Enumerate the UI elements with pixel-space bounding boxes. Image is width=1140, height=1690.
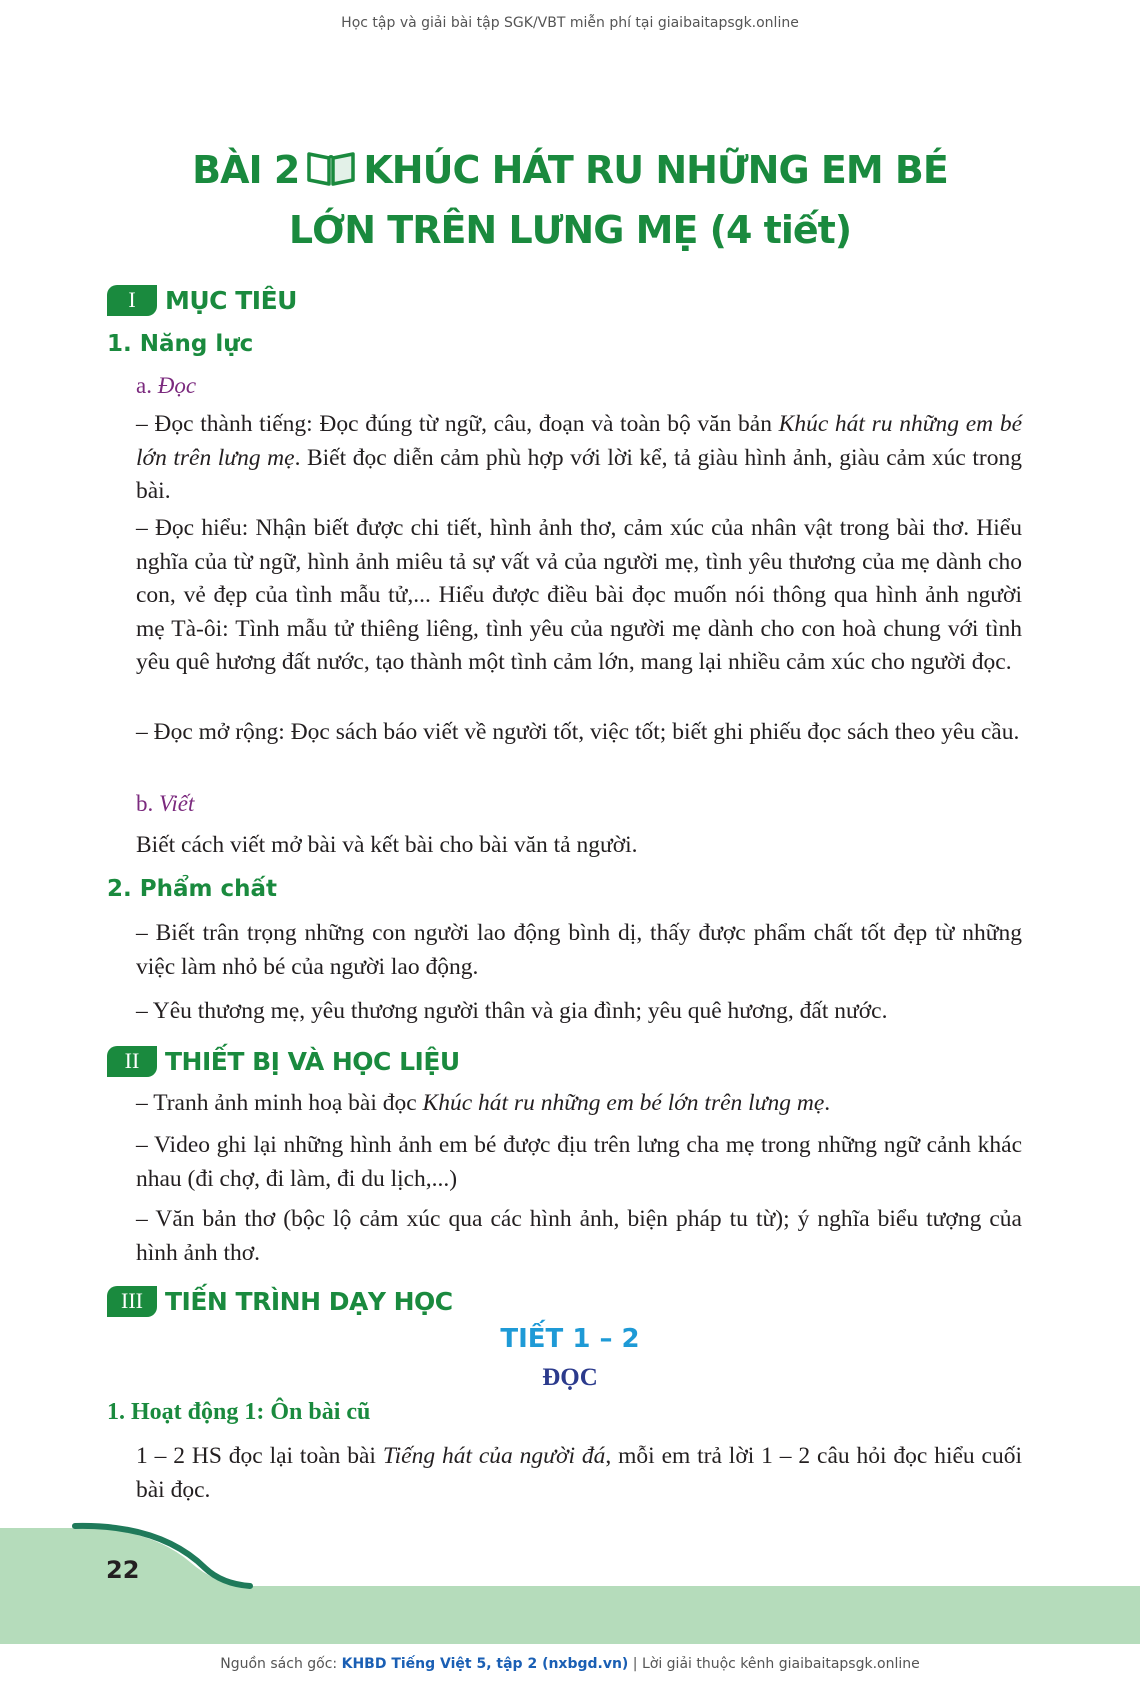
- pham-chat-item: – Yêu thương mẹ, yêu thương người thân và gia đình; yêu quê hương, đất nước.: [136, 998, 888, 1024]
- lesson-title-text: KHÚC HÁT RU NHỮNG EM BÉ: [363, 148, 948, 192]
- subsection-letter: a.: [136, 373, 152, 398]
- doc-item-doc-mo-rong: [136, 716, 1022, 750]
- section-number-badge: I: [107, 285, 157, 316]
- bottom-note-prefix: Nguồn sách gốc:: [220, 1656, 342, 1672]
- section-heading-thiet-bi: [107, 1044, 460, 1078]
- text-run: – Văn bản thơ (bộc lộ cảm xúc qua các hình ảnh, biện pháp tu từ); ý nghĩa biểu tượng của hình ảnh thơ.: [136, 1206, 1022, 1266]
- hoat-dong-1-heading: 1. Hoạt động 1: Ôn bài cũ: [107, 1399, 371, 1425]
- subsection-label: Viết: [159, 791, 195, 816]
- thiet-bi-item: [136, 1087, 1022, 1121]
- bottom-note: [0, 1656, 1140, 1672]
- lesson-title-line2: LỚN TRÊN LƯNG MẸ (4 tiết): [288, 208, 852, 252]
- text-run: – Video ghi lại những hình ảnh em bé được địu trên lưng cha mẹ trong những ngữ cảnh khác nhau (đi chợ, đi làm, đi du lịch,...): [136, 1132, 1022, 1192]
- text-run: . Biết đọc diễn cảm phù hợp với lời kể, tả giàu hình ảnh, giàu cảm xúc trong bài.: [136, 444, 1022, 504]
- book-title: Khúc hát ru những em bé lớn trên lưng mẹ: [422, 1090, 825, 1116]
- book-title: Khúc hát ru những em bé lớn trên lưng mẹ: [136, 411, 1023, 471]
- subsection-label: Đọc: [157, 373, 197, 398]
- bottom-note-source: KHBD Tiếng Việt 5, tập 2 (nxbgd.vn): [341, 1656, 629, 1672]
- section-title: MỤC TIÊU: [165, 285, 297, 315]
- footer-wave-decoration: [0, 1522, 1140, 1672]
- book-title: Tiếng hát của người đá: [382, 1443, 606, 1469]
- subheading-pham-chat: 2. Phẩm chất: [107, 876, 277, 902]
- top-note: Học tập và giải bài tập SGK/VBT miễn phí tại giaibaitapsgk.online: [341, 15, 799, 31]
- lesson-number: BÀI 2: [192, 148, 300, 192]
- doc-heading: ĐỌC: [542, 1364, 598, 1391]
- section-heading-muc-tieu: [107, 283, 297, 317]
- lesson-title-line1: [0, 148, 1140, 197]
- viet-text: Biết cách viết mở bài và kết bài cho bài văn tả người.: [136, 832, 638, 858]
- section-heading-tien-trinh: [107, 1284, 453, 1318]
- bottom-note-suffix: | Lời giải thuộc kênh giaibaitapsgk.online: [628, 1656, 920, 1672]
- subsection-doc: [136, 373, 196, 399]
- page-number: 22: [106, 1556, 140, 1584]
- text-run: – Đọc mở rộng: Đọc sách báo viết về người tốt, việc tốt; biết ghi phiếu đọc sách theo yêu cầu.: [136, 719, 1020, 745]
- section-number-badge: III: [107, 1286, 157, 1317]
- doc-item-doc-hieu: [136, 512, 1022, 680]
- subsection-letter: b.: [136, 791, 154, 816]
- text-run: .: [824, 1090, 831, 1116]
- text-run: – Tranh ảnh minh hoạ bài đọc: [136, 1090, 423, 1116]
- section-title: THIẾT BỊ VÀ HỌC LIỆU: [165, 1046, 460, 1076]
- hoat-dong-1-text: [136, 1440, 1022, 1507]
- thiet-bi-item: [136, 1203, 1022, 1270]
- doc-item-doc-thanh-tieng: [136, 408, 1022, 509]
- text-run: – Đọc hiểu: Nhận biết được chi tiết, hình ảnh thơ, cảm xúc của nhân vật trong bài thơ. Hiểu nghĩa của từ ngữ, hình ảnh miêu tả sự vất vả của người mẹ, tình yêu thương của mẹ dành cho con, vẻ đẹp của tình mẫu tử,... Hiểu được điều bài đọc muốn nói thông qua hình ảnh người mẹ Tà-ôi: Tình mẫu tử thiêng liêng, tình yêu của người mẹ dành cho con hoà chung với tình yêu quê hương đất nước, tạo thành một tình cảm lớn, mang lại nhiều cảm xúc cho người đọc.: [136, 515, 1022, 675]
- text-run: , mỗi em trả lời 1 – 2 câu hỏi đọc hiểu cuối bài đọc.: [136, 1443, 1022, 1503]
- subsection-viet: [136, 791, 194, 817]
- text-run: – Đọc thành tiếng: Đọc đúng từ ngữ, câu, đoạn và toàn bộ văn bản: [136, 411, 779, 437]
- section-title: TIẾN TRÌNH DẠY HỌC: [165, 1286, 453, 1316]
- section-number-badge: II: [107, 1046, 157, 1077]
- open-book-icon: [305, 148, 357, 197]
- text-run: 1 – 2 HS đọc lại toàn bài: [136, 1443, 383, 1469]
- tiet-heading: TIẾT 1 – 2: [500, 1324, 640, 1354]
- subheading-nang-luc: 1. Năng lực: [107, 331, 254, 357]
- thiet-bi-item: [136, 1129, 1022, 1196]
- pham-chat-item: – Biết trân trọng những con người lao động bình dị, thấy được phẩm chất tốt đẹp từ những việc làm nhỏ bé của người lao động.: [136, 920, 1022, 980]
